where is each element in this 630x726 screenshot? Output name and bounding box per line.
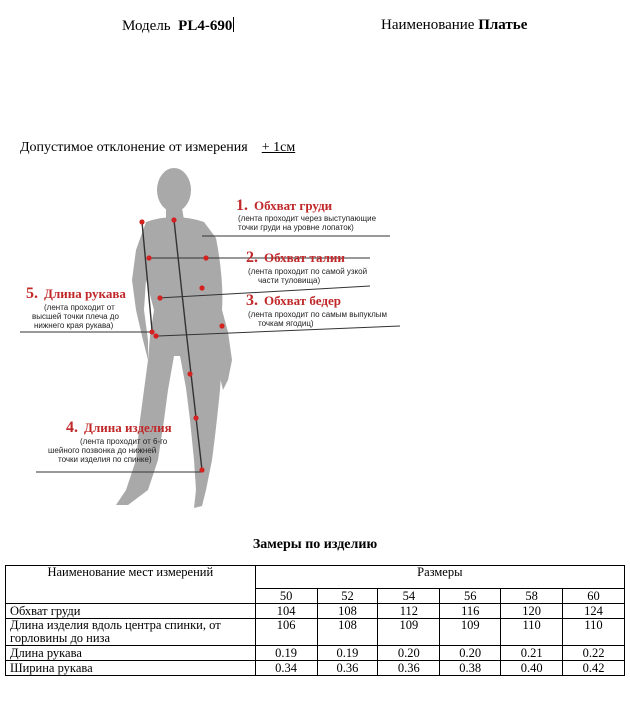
row-value: 110	[501, 619, 563, 646]
row-value: 112	[378, 604, 440, 619]
row-value: 0.20	[378, 646, 440, 661]
label-hips-note1: (лента проходит по самым выпуклым	[248, 310, 388, 319]
table-row	[6, 661, 625, 676]
label-sleeve-note3: нижнего края рукава)	[34, 321, 114, 330]
size-cell: 60	[563, 589, 625, 604]
label-chest-note1: (лента проходит через выступающие	[238, 214, 377, 223]
row-value: 109	[378, 619, 440, 646]
row-value: 0.19	[317, 646, 378, 661]
model-value: PL4-690	[178, 18, 233, 34]
model-line	[122, 17, 234, 35]
label-sleeve-title: Длина рукава	[44, 286, 126, 301]
body-silhouette-diagram	[18, 160, 618, 520]
row-value: 0.40	[501, 661, 563, 676]
table-title: Замеры по изделию	[252, 537, 378, 552]
row-value: 0.20	[440, 646, 501, 661]
label-hips-num: 3.	[246, 292, 258, 309]
header-name-cell: Наименование мест измерений	[6, 566, 256, 604]
label-sleeve-num: 5.	[26, 285, 38, 302]
row-value: 0.22	[563, 646, 625, 661]
product-name-line	[381, 17, 527, 34]
model-label: Модель	[122, 18, 171, 34]
row-value: 0.38	[440, 661, 501, 676]
row-value: 108	[317, 604, 378, 619]
row-value: 116	[440, 604, 501, 619]
label-hips-title: Обхват бедер	[264, 293, 341, 308]
row-value: 0.36	[317, 661, 378, 676]
row-value: 124	[563, 604, 625, 619]
row-value: 106	[255, 619, 317, 646]
label-hips-note2: точкам ягодиц)	[258, 319, 314, 328]
label-waist-num: 2.	[246, 249, 258, 266]
label-waist-note1: (лента проходит по самой узкой	[248, 267, 368, 276]
table-header-row	[6, 566, 625, 589]
size-cell: 50	[255, 589, 317, 604]
row-value: 0.21	[501, 646, 563, 661]
table-row	[6, 646, 625, 661]
label-length-note3: точки изделия по спинке)	[58, 455, 152, 464]
name-value: Платье	[478, 17, 528, 33]
label-sleeve-note2: высшей точки плеча до	[32, 312, 119, 321]
name-label: Наименование	[381, 17, 475, 33]
label-chest-note2: точки груди на уровне лопаток)	[238, 223, 354, 232]
size-cell: 52	[317, 589, 378, 604]
header-sizes-cell: Размеры	[255, 566, 624, 589]
label-hips	[246, 292, 387, 328]
tolerance-text: Допустимое отклонение от измерения	[20, 140, 248, 155]
label-chest-title: Обхват груди	[254, 198, 333, 213]
row-value: 109	[440, 619, 501, 646]
label-chest	[236, 197, 377, 232]
row-name: Ширина рукава	[6, 661, 256, 676]
row-value: 0.42	[563, 661, 625, 676]
measurement-table	[5, 565, 625, 676]
size-cell: 56	[440, 589, 501, 604]
label-sleeve	[26, 285, 126, 330]
label-sleeve-note1: (лента проходит от	[44, 303, 115, 312]
row-value: 110	[563, 619, 625, 646]
tolerance-value: + 1см	[261, 140, 296, 155]
label-waist-note2: части туловища)	[258, 276, 321, 285]
label-waist	[246, 249, 367, 285]
label-length-note2: шейного позвонка до нижней	[48, 446, 157, 455]
row-value: 0.19	[255, 646, 317, 661]
label-waist-title: Обхват талии	[264, 250, 345, 265]
row-name: Обхват груди	[6, 604, 256, 619]
label-length-title: Длина изделия	[84, 420, 172, 435]
row-value: 0.34	[255, 661, 317, 676]
row-name: Длина изделия вдоль центра спинки, от горловины до низа	[6, 619, 256, 646]
table-row	[6, 619, 625, 646]
row-value: 104	[255, 604, 317, 619]
size-cell: 54	[378, 589, 440, 604]
label-length-num: 4.	[66, 419, 78, 436]
row-value: 0.36	[378, 661, 440, 676]
row-name: Длина рукава	[6, 646, 256, 661]
label-chest-num: 1.	[236, 197, 248, 214]
measurement-figure	[18, 160, 618, 520]
row-value: 120	[501, 604, 563, 619]
tolerance-line	[20, 140, 295, 156]
text-cursor	[233, 17, 234, 32]
label-length-note1: (лента проходит от 6-го	[80, 437, 168, 446]
row-value: 108	[317, 619, 378, 646]
size-cell: 58	[501, 589, 563, 604]
table-row	[6, 604, 625, 619]
